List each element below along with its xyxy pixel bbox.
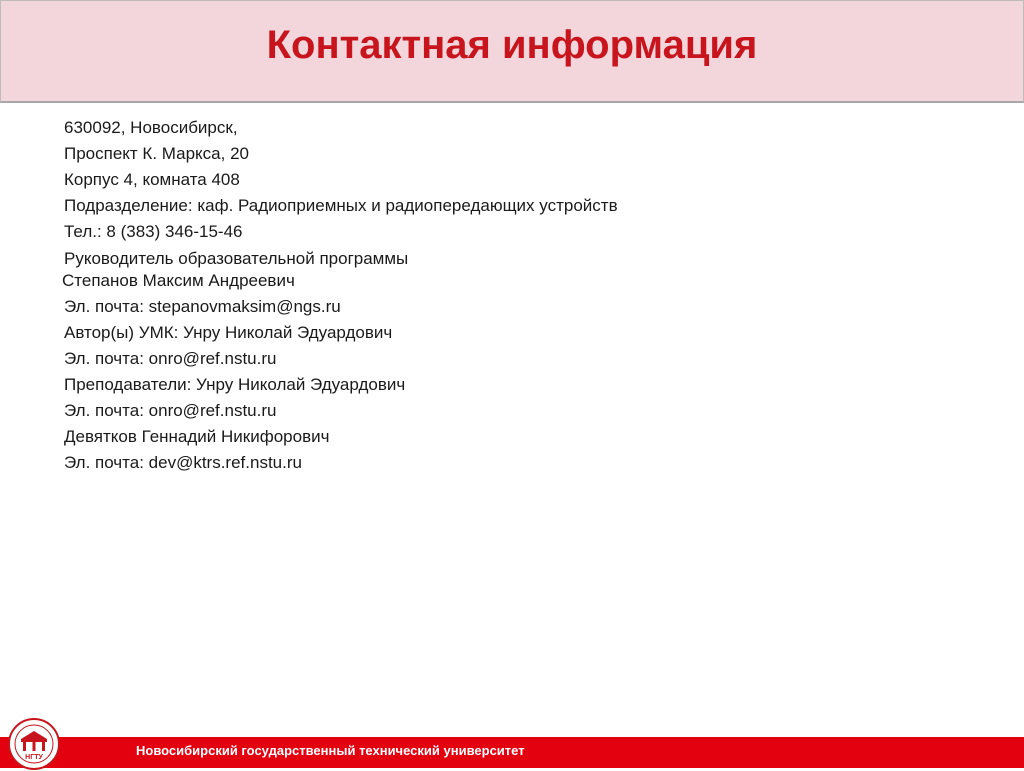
- building-line: Корпус 4, комната 408: [64, 170, 240, 189]
- teacher-1-email: Эл. почта: onro@ref.nstu.ru: [64, 401, 277, 420]
- address-line: 630092, Новосибирск,: [64, 118, 238, 137]
- phone-line: Тел.: 8 (383) 346-15-46: [64, 222, 243, 241]
- teacher-2-name: Девятков Геннадий Никифорович: [64, 427, 330, 446]
- logo-text: НГТУ: [25, 754, 43, 761]
- department-line: Подразделение: каф. Радиоприемных и радиопередающих устройств: [64, 196, 618, 215]
- street-line: Проспект К. Маркса, 20: [64, 144, 249, 163]
- teacher-2-email: Эл. почта: dev@ktrs.ref.nstu.ru: [64, 453, 302, 472]
- footer-university-name: Новосибирский государственный технический университет: [136, 743, 525, 758]
- teachers-line: Преподаватели: Унру Николай Эдуардович: [64, 375, 406, 394]
- umk-author-line: Автор(ы) УМК: Унру Николай Эдуардович: [64, 323, 393, 342]
- university-logo-icon: [7, 717, 61, 771]
- umk-author-email: Эл. почта: onro@ref.nstu.ru: [64, 349, 277, 368]
- program-head-email: Эл. почта: stepanovmaksim@ngs.ru: [64, 297, 341, 316]
- program-head-name: Степанов Максим Андреевич: [62, 271, 295, 290]
- slide-title: Контактная информация: [266, 23, 758, 67]
- program-head-label: Руководитель образовательной программы: [64, 249, 409, 268]
- footer-bar: [0, 737, 1024, 768]
